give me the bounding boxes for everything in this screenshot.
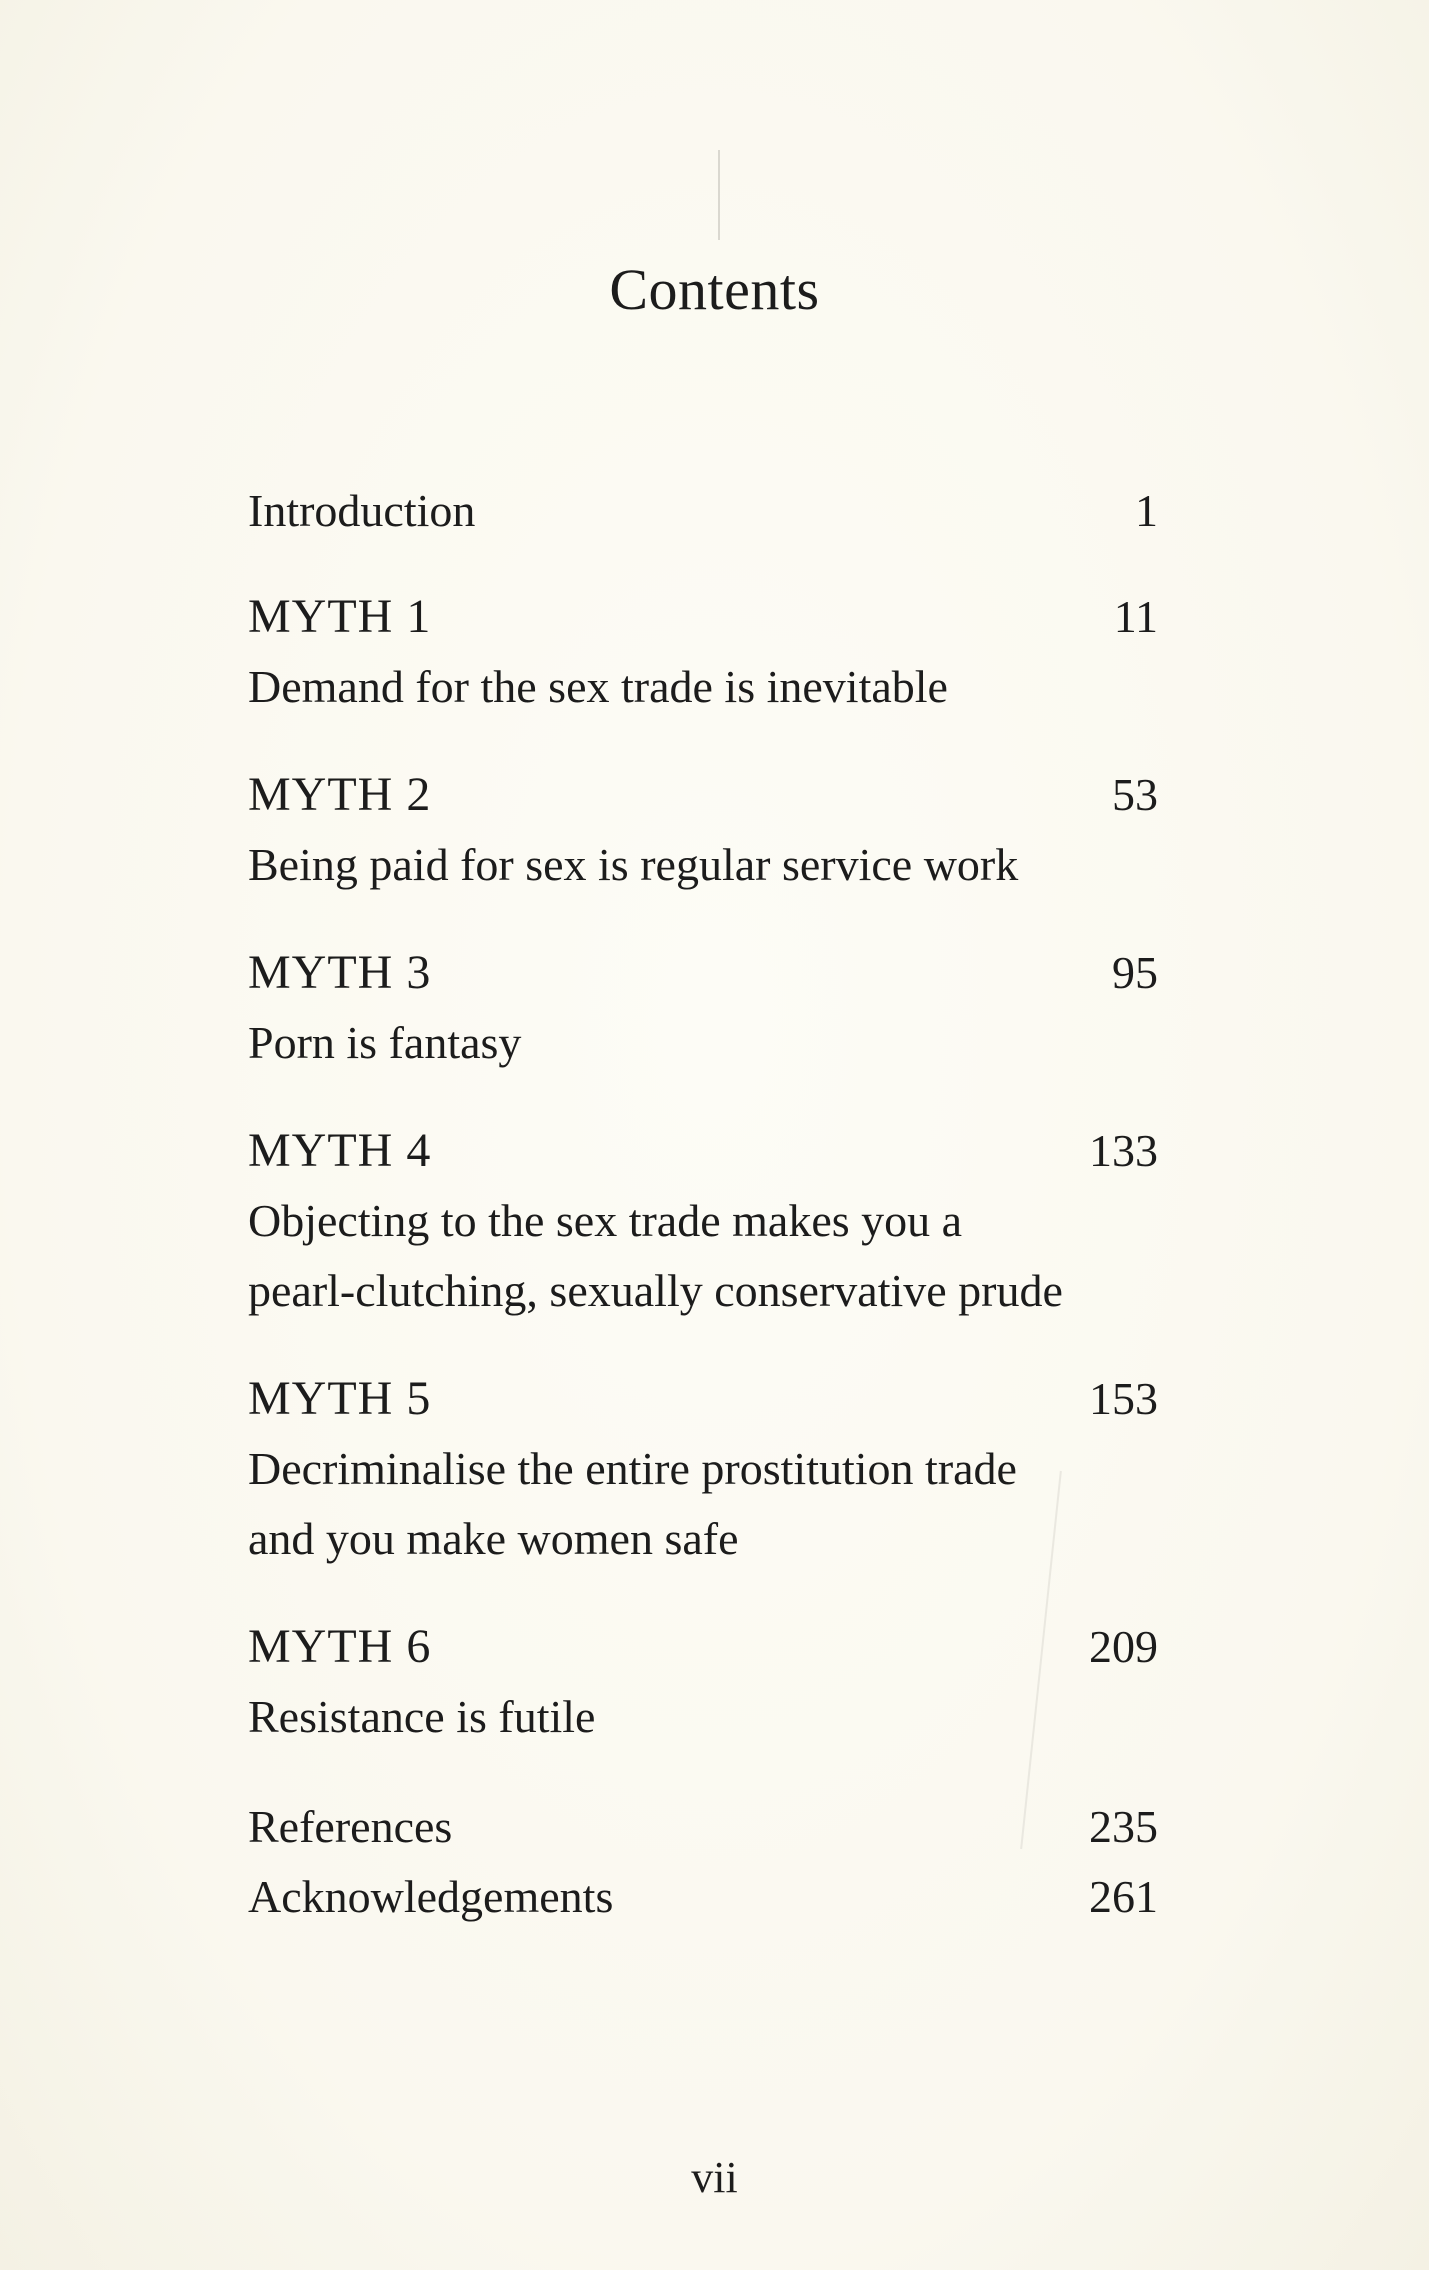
- page-number: 153: [1089, 1373, 1158, 1424]
- entry-description: Objecting to the sex trade makes you a: [248, 1195, 963, 1246]
- toc-entry-myth-6[interactable]: [248, 1612, 1158, 1752]
- entry-label: MYTH 4: [248, 1124, 432, 1177]
- entry-label: Introduction: [248, 485, 476, 536]
- page-folio: vii: [691, 2153, 738, 2202]
- page-number: 133: [1089, 1125, 1158, 1176]
- entry-label: MYTH 5: [248, 1372, 432, 1425]
- toc-entry-references[interactable]: [248, 1792, 1158, 1862]
- entry-label: MYTH 1: [248, 590, 432, 643]
- entry-description: Porn is fantasy: [248, 1017, 522, 1068]
- toc-entry-myth-3[interactable]: [248, 938, 1158, 1078]
- page-title: Contents: [609, 257, 820, 322]
- entry-label: Acknowledgements: [248, 1871, 614, 1922]
- entry-label: MYTH 6: [248, 1620, 432, 1673]
- toc-entry-myth-2[interactable]: [248, 760, 1158, 900]
- entry-label: MYTH 2: [248, 768, 432, 821]
- entry-description: Being paid for sex is regular service work: [248, 839, 1019, 890]
- page-number: 261: [1089, 1871, 1158, 1922]
- page-number: 235: [1089, 1801, 1158, 1852]
- entry-label: References: [248, 1801, 453, 1852]
- page-number: 53: [1112, 769, 1158, 820]
- page-number: 1: [1135, 485, 1158, 536]
- page-number: 11: [1113, 591, 1158, 642]
- page-crease: [718, 150, 720, 240]
- entry-description: pearl-clutching, sexually conservative prude: [248, 1265, 1063, 1316]
- toc-entry-myth-1[interactable]: [248, 582, 1158, 722]
- toc-entry-myth-5[interactable]: [248, 1364, 1158, 1574]
- page-number: 209: [1089, 1621, 1158, 1672]
- page-number: 95: [1112, 947, 1158, 998]
- entry-label: MYTH 3: [248, 946, 432, 999]
- entry-description: Demand for the sex trade is inevitable: [248, 661, 948, 712]
- entry-description: Decriminalise the entire prostitution trade: [248, 1443, 1017, 1494]
- toc-entry-myth-4[interactable]: [248, 1116, 1158, 1326]
- entry-description: Resistance is futile: [248, 1691, 596, 1742]
- toc-entry-acknowledgements[interactable]: [248, 1862, 1158, 1932]
- toc-entry-introduction[interactable]: [248, 476, 1158, 546]
- entry-description: and you make women safe: [248, 1513, 739, 1564]
